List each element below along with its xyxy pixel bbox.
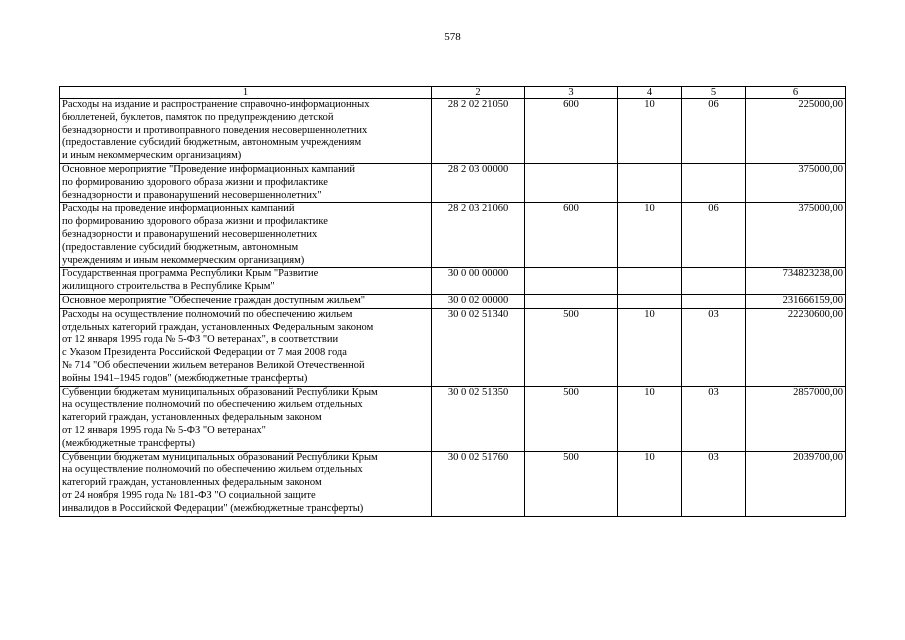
row-col4-cell: 10 <box>618 386 682 451</box>
row-col5-cell: 03 <box>682 386 746 451</box>
row-code-cell: 30 0 00 00000 <box>432 268 525 295</box>
row-col5-cell: 03 <box>682 451 746 516</box>
row-name-cell: Государственная программа Республики Крым "Развитие жилищного строительства в Республике Крым" <box>60 268 432 295</box>
row-col3-cell: 600 <box>525 203 618 268</box>
page-number: 578 <box>444 31 461 43</box>
table-row <box>60 268 846 295</box>
row-amount-cell: 231666159,00 <box>746 294 846 308</box>
row-name-cell: Расходы на проведение информационных кампаний по формированию здорового образа жизни и профилактике безнадзорности и правонарушений несовершеннолетних (предоставление субсидий бюджетным, автономным учреждениям и иным некоммерческим организациям) <box>60 203 432 268</box>
row-name-cell: Основное мероприятие "Обеспечение граждан доступным жильем" <box>60 294 432 308</box>
row-col5-cell <box>682 163 746 202</box>
row-amount-cell: 2039700,00 <box>746 451 846 516</box>
row-code-cell: 30 0 02 51340 <box>432 308 525 386</box>
row-amount-cell: 375000,00 <box>746 163 846 202</box>
table-row <box>60 308 846 386</box>
row-amount-cell: 375000,00 <box>746 203 846 268</box>
header-cell: 2 <box>432 87 525 99</box>
row-col4-cell: 10 <box>618 99 682 164</box>
table-row <box>60 99 846 164</box>
row-code-cell: 28 2 03 21060 <box>432 203 525 268</box>
table-row <box>60 386 846 451</box>
row-col3-cell: 500 <box>525 308 618 386</box>
budget-table <box>59 86 846 517</box>
row-amount-cell: 22230600,00 <box>746 308 846 386</box>
row-col5-cell: 06 <box>682 203 746 268</box>
row-code-cell: 30 0 02 00000 <box>432 294 525 308</box>
row-name-cell: Субвенции бюджетам муниципальных образований Республики Крым на осуществление полномочий по обеспечению жильем отдельных категорий граждан, установленных федеральным законом от 12 января 1995 года № 5-ФЗ "О ветеранах" (межбюджетные трансферты) <box>60 386 432 451</box>
row-col3-cell: 500 <box>525 451 618 516</box>
row-code-cell: 30 0 02 51760 <box>432 451 525 516</box>
row-col5-cell: 06 <box>682 99 746 164</box>
row-col4-cell: 10 <box>618 203 682 268</box>
row-col5-cell <box>682 268 746 295</box>
row-name-cell: Субвенции бюджетам муниципальных образований Республики Крым на осуществление полномочий по обеспечению жильем отдельных категорий граждан, установленных федеральным законом от 24 ноября 1995 года № 181-ФЗ "О социальной защите инвалидов в Российской Федерации" (межбюджетные трансферты) <box>60 451 432 516</box>
row-col3-cell <box>525 268 618 295</box>
header-cell: 6 <box>746 87 846 99</box>
header-cell: 1 <box>60 87 432 99</box>
table-row <box>60 451 846 516</box>
row-col4-cell: 10 <box>618 308 682 386</box>
row-col3-cell <box>525 163 618 202</box>
row-name-cell: Расходы на издание и распространение справочно-информационных бюллетеней, буклетов, памяток по предупреждению детской безнадзорности и противоправного поведения несовершеннолетних (предоставление субсидий бюджетным, автономным учреждениям и иным некоммерческим организациям) <box>60 99 432 164</box>
table-row <box>60 294 846 308</box>
row-amount-cell: 225000,00 <box>746 99 846 164</box>
header-cell: 3 <box>525 87 618 99</box>
row-amount-cell: 734823238,00 <box>746 268 846 295</box>
table-row <box>60 163 846 202</box>
row-amount-cell: 2857000,00 <box>746 386 846 451</box>
row-col4-cell <box>618 163 682 202</box>
row-col5-cell: 03 <box>682 308 746 386</box>
row-col4-cell <box>618 268 682 295</box>
row-col4-cell <box>618 294 682 308</box>
row-code-cell: 30 0 02 51350 <box>432 386 525 451</box>
row-col3-cell: 600 <box>525 99 618 164</box>
row-name-cell: Основное мероприятие "Проведение информационных кампаний по формированию здорового образа жизни и профилактике безнадзорности и правонарушений несовершеннолетних" <box>60 163 432 202</box>
row-col3-cell: 500 <box>525 386 618 451</box>
row-col4-cell: 10 <box>618 451 682 516</box>
row-code-cell: 28 2 02 21050 <box>432 99 525 164</box>
header-row <box>60 87 846 99</box>
header-cell: 4 <box>618 87 682 99</box>
row-name-cell: Расходы на осуществление полномочий по обеспечению жильем отдельных категорий граждан, установленных Федеральным законом от 12 января 1995 года № 5-ФЗ "О ветеранах", в соответствии с Указом Президента Российской Федерации от 7 мая 2008 года № 714 "Об обеспечении жильем ветеранов Великой Отечественной войны 1941–1945 годов" (межбюджетные трансферты) <box>60 308 432 386</box>
header-cell: 5 <box>682 87 746 99</box>
row-code-cell: 28 2 03 00000 <box>432 163 525 202</box>
row-col3-cell <box>525 294 618 308</box>
row-col5-cell <box>682 294 746 308</box>
table-row <box>60 203 846 268</box>
